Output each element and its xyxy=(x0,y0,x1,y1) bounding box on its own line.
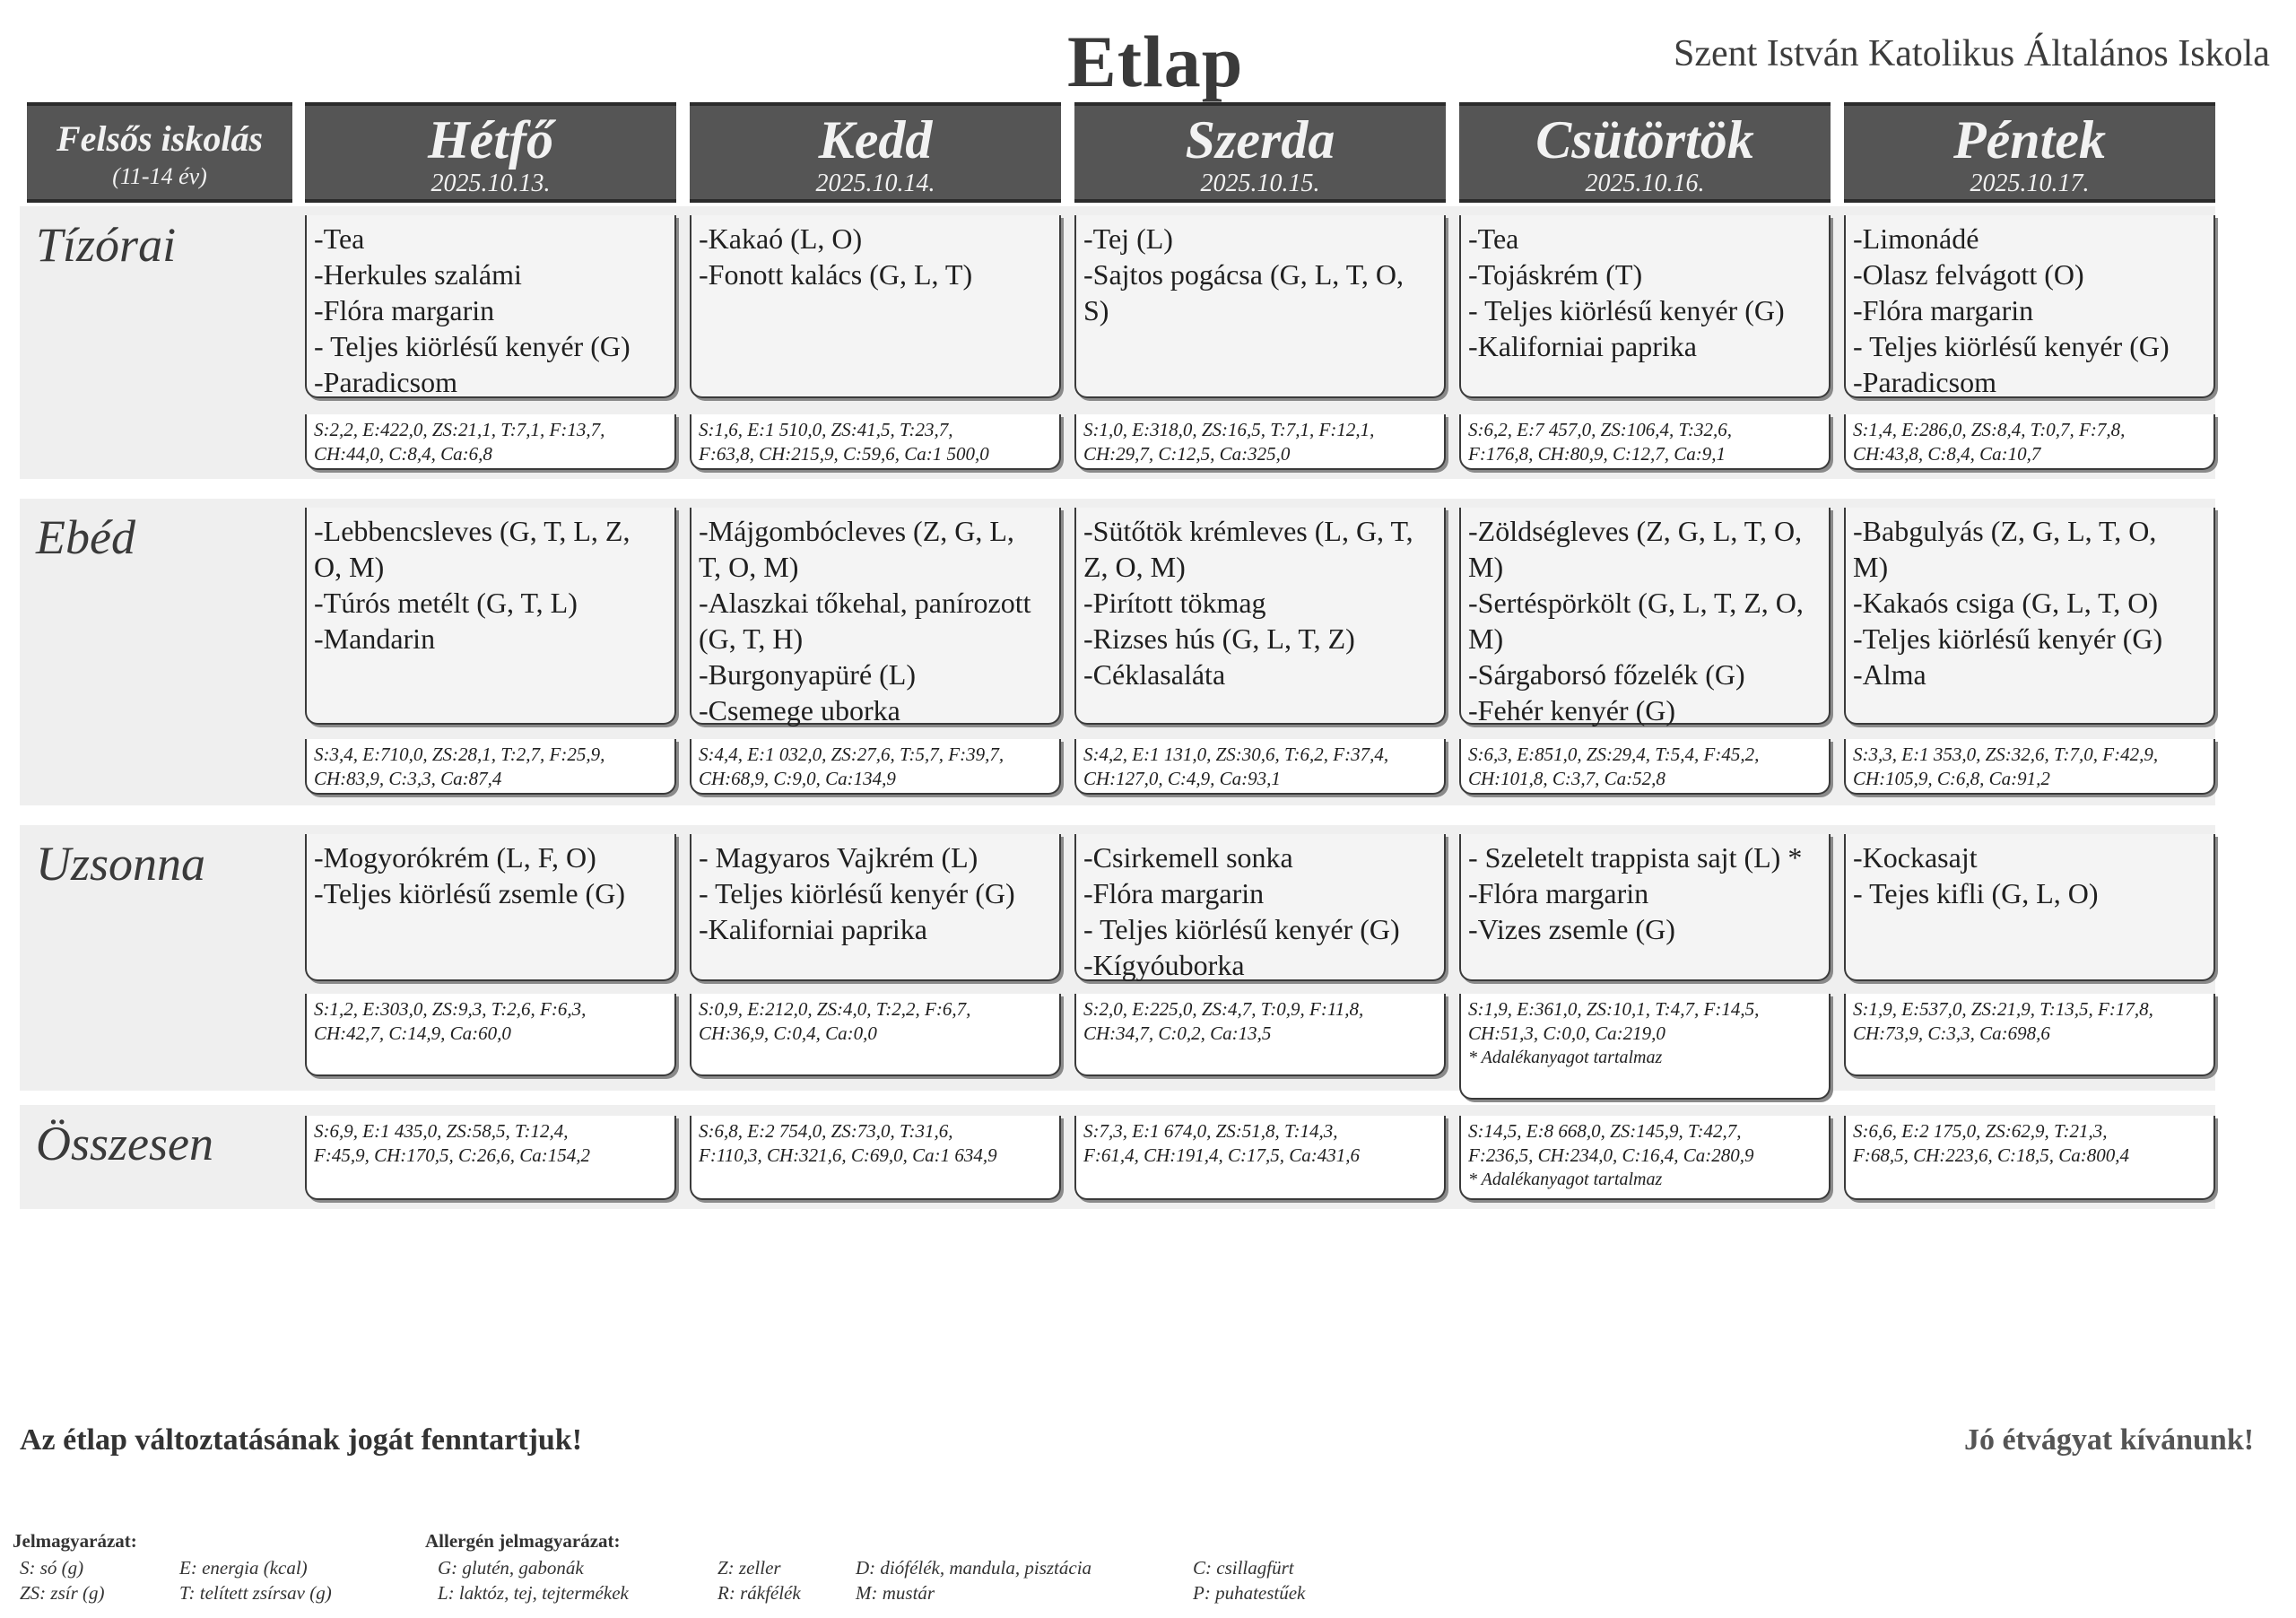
legend-item: C: csillagfürt xyxy=(1193,1557,1294,1579)
meal-cell xyxy=(1074,834,1446,981)
nutrition-line: S:0,9, E:212,0, ZS:4,0, T:2,2, F:6,7, xyxy=(699,998,971,1020)
school-name: Szent István Katolikus Általános Iskola xyxy=(1674,33,2270,74)
allergen-legend-col xyxy=(438,1555,629,1605)
nutrition-line: CH:51,3, C:0,0, Ca:219,0 xyxy=(1468,1022,1665,1044)
nutrition-line: S:2,0, E:225,0, ZS:4,7, T:0,9, F:11,8, xyxy=(1083,998,1364,1020)
meal-cell xyxy=(305,215,676,398)
legend-item: G: glutén, gabonák xyxy=(438,1557,584,1579)
menu-item: -Flóra margarin xyxy=(1083,877,1265,909)
nutrition-line: S:4,4, E:1 032,0, ZS:27,6, T:5,7, F:39,7, xyxy=(699,744,1004,765)
menu-item: -Csirkemell sonka xyxy=(1083,841,1293,874)
nutrition-cell xyxy=(305,414,676,470)
meal-cell xyxy=(1459,215,1831,398)
page-title: Etlap xyxy=(1067,21,1244,102)
nutrition-line: S:1,4, E:286,0, ZS:8,4, T:0,7, F:7,8, xyxy=(1853,419,2126,440)
allergen-legend-title: Allergén jelmagyarázat: xyxy=(425,1530,621,1552)
nutrition-cell xyxy=(305,994,676,1076)
day-header xyxy=(1459,102,1831,203)
nutrition-line: F:63,8, CH:215,9, C:59,6, Ca:1 500,0 xyxy=(699,443,989,465)
menu-item: -Kockasajt xyxy=(1853,841,1978,874)
nutrition-line: F:68,5, CH:223,6, C:18,5, Ca:800,4 xyxy=(1853,1144,2129,1166)
nutrition-line: CH:36,9, C:0,4, Ca:0,0 xyxy=(699,1022,877,1044)
additive-note: * Adalékanyagot tartalmaz xyxy=(1468,1048,1663,1067)
menu-item: -Tojáskrém (T) xyxy=(1468,258,1643,291)
disclaimer: Az étlap változtatásának jogát fenntartjuk! xyxy=(20,1423,583,1457)
nutrition-line: S:6,6, E:2 175,0, ZS:62,9, T:21,3, xyxy=(1853,1120,2108,1142)
meal-cell xyxy=(1459,508,1831,725)
menu-item: -Lebbencsleves (G, T, L, Z, xyxy=(314,515,631,547)
meal-cell xyxy=(1459,834,1831,981)
menu-item: -Kakaós csiga (G, L, T, O) xyxy=(1853,587,2159,619)
nutrition-line: S:14,5, E:8 668,0, ZS:145,9, T:42,7, xyxy=(1468,1120,1742,1142)
nutrition-legend-col xyxy=(20,1555,105,1605)
menu-item: -Kaliforniai paprika xyxy=(1468,330,1697,362)
meal-label: Uzsonna xyxy=(36,837,206,891)
nutrition-line: S:6,8, E:2 754,0, ZS:73,0, T:31,6, xyxy=(699,1120,953,1142)
meal-cell xyxy=(1074,215,1446,398)
nutrition-line: F:236,5, CH:234,0, C:16,4, Ca:280,9 xyxy=(1468,1144,1754,1166)
legend-item: P: puhatestűek xyxy=(1193,1582,1306,1604)
nutrition-cell xyxy=(1459,739,1831,795)
day-header xyxy=(1844,102,2215,203)
menu-item: -Flóra margarin xyxy=(1853,294,2034,326)
nutrition-line: CH:34,7, C:0,2, Ca:13,5 xyxy=(1083,1022,1272,1044)
menu-item: S) xyxy=(1083,294,1109,326)
menu-item: Z, O, M) xyxy=(1083,551,1186,583)
meal-cell xyxy=(1074,508,1446,725)
nutrition-line: F:110,3, CH:321,6, C:69,0, Ca:1 634,9 xyxy=(699,1144,997,1166)
meal-label: Ebéd xyxy=(36,510,135,564)
nutrition-line: S:7,3, E:1 674,0, ZS:51,8, T:14,3, xyxy=(1083,1120,1338,1142)
nutrition-line: S:4,2, E:1 131,0, ZS:30,6, T:6,2, F:37,4, xyxy=(1083,744,1389,765)
legend-item: T: telített zsírsav (g) xyxy=(179,1582,332,1604)
additive-note: * Adalékanyagot tartalmaz xyxy=(1468,1170,1663,1189)
menu-item: -Tea xyxy=(1468,222,1519,255)
menu-item: -Tej (L) xyxy=(1083,222,1173,255)
day-date: 2025.10.15. xyxy=(1200,170,1320,197)
nutrition-line: S:1,6, E:1 510,0, ZS:41,5, T:23,7, xyxy=(699,419,953,440)
nutrition-line: CH:44,0, C:8,4, Ca:6,8 xyxy=(314,443,492,465)
day-name: Szerda xyxy=(1185,110,1335,170)
nutrition-cell xyxy=(1074,739,1446,795)
legend-item: ZS: zsír (g) xyxy=(20,1582,105,1604)
menu-item: -Limonádé xyxy=(1853,222,1979,255)
legend-item: Z: zeller xyxy=(718,1557,781,1579)
day-name: Csütörtök xyxy=(1535,110,1754,170)
menu-item: - Teljes kiörlésű kenyér (G) xyxy=(1083,913,1400,945)
nutrition-line: S:6,3, E:851,0, ZS:29,4, T:5,4, F:45,2, xyxy=(1468,744,1760,765)
day-header xyxy=(1074,102,1446,203)
nutrition-line: CH:127,0, C:4,9, Ca:93,1 xyxy=(1083,768,1281,789)
nutrition-line: CH:42,7, C:14,9, Ca:60,0 xyxy=(314,1022,511,1044)
nutrition-cell xyxy=(1844,739,2215,795)
menu-item: -Kígyóuborka xyxy=(1083,949,1245,981)
menu-item: -Kaliforniai paprika xyxy=(699,913,927,945)
category-header-title: Felsős iskolás xyxy=(56,118,264,159)
menu-item: O, M) xyxy=(314,551,385,583)
nutrition-line: CH:43,8, C:8,4, Ca:10,7 xyxy=(1853,443,2041,465)
day-date: 2025.10.13. xyxy=(430,170,551,197)
nutrition-cell xyxy=(305,739,676,795)
allergen-legend-col xyxy=(1193,1555,1305,1605)
menu-item: -Tea xyxy=(314,222,365,255)
menu-item: -Túrós metélt (G, T, L) xyxy=(314,587,578,619)
nutrition-cell xyxy=(690,739,1061,795)
menu-item: - Teljes kiörlésű kenyér (G) xyxy=(1853,330,2170,362)
allergen-legend-col xyxy=(718,1555,801,1605)
meal-cell xyxy=(1844,834,2215,981)
meal-label: Tízórai xyxy=(36,218,177,272)
nutrition-line: S:3,3, E:1 353,0, ZS:32,6, T:7,0, F:42,9, xyxy=(1853,744,2159,765)
nutrition-line: CH:105,9, C:6,8, Ca:91,2 xyxy=(1853,768,2050,789)
menu-item: -Sütőtök krémleves (L, G, T, xyxy=(1083,515,1413,547)
menu-item: -Fonott kalács (G, L, T) xyxy=(699,258,973,291)
menu-item: -Burgonyapüré (L) xyxy=(699,658,916,691)
menu-item: -Kakaó (L, O) xyxy=(699,222,863,255)
nutrition-line: F:61,4, CH:191,4, C:17,5, Ca:431,6 xyxy=(1083,1144,1360,1166)
nutrition-line: CH:73,9, C:3,3, Ca:698,6 xyxy=(1853,1022,2050,1044)
nutrition-cell xyxy=(1844,994,2215,1076)
nutrition-line: CH:83,9, C:3,3, Ca:87,4 xyxy=(314,768,502,789)
menu-item: -Mandarin xyxy=(314,622,436,655)
menu-item: -Teljes kiörlésű zsemle (G) xyxy=(314,877,625,909)
day-name: Péntek xyxy=(1953,110,2106,170)
meal-cell xyxy=(690,215,1061,398)
day-name: Hétfő xyxy=(428,110,553,170)
nutrition-line: CH:68,9, C:9,0, Ca:134,9 xyxy=(699,768,896,789)
meal-label: Összesen xyxy=(36,1117,213,1170)
meal-cell xyxy=(690,508,1061,725)
menu-item: -Sajtos pogácsa (G, L, T, O, xyxy=(1083,258,1404,291)
day-date: 2025.10.17. xyxy=(1970,170,2090,197)
menu-item: - Szeletelt trappista sajt (L) * xyxy=(1468,841,1803,874)
nutrition-cell xyxy=(1459,994,1831,1100)
total-cell xyxy=(690,1116,1061,1200)
menu-item: -Fehér kenyér (G) xyxy=(1468,694,1675,726)
menu-item: -Alaszkai tőkehal, panírozott xyxy=(699,587,1031,619)
nutrition-legend-title: Jelmagyarázat: xyxy=(13,1530,137,1552)
menu-item: - Magyaros Vajkrém (L) xyxy=(699,841,978,874)
meal-cell xyxy=(305,508,676,725)
total-cell xyxy=(1844,1116,2215,1200)
legend-item: L: laktóz, tej, tejtermékek xyxy=(438,1582,629,1604)
total-cell xyxy=(305,1116,676,1200)
nutrition-line: F:45,9, CH:170,5, C:26,6, Ca:154,2 xyxy=(314,1144,590,1166)
day-date: 2025.10.14. xyxy=(815,170,935,197)
greeting: Jó étvágyat kívánunk! xyxy=(1964,1423,2255,1457)
nutrition-line: S:1,2, E:303,0, ZS:9,3, T:2,6, F:6,3, xyxy=(314,998,587,1020)
meal-cell xyxy=(1844,215,2215,398)
meal-cell xyxy=(690,834,1061,981)
menu-item: -Alma xyxy=(1853,658,1926,691)
menu-item: -Flóra margarin xyxy=(1468,877,1649,909)
nutrition-line: F:176,8, CH:80,9, C:12,7, Ca:9,1 xyxy=(1468,443,1726,465)
menu-item: -Vizes zsemle (G) xyxy=(1468,913,1675,945)
nutrition-line: S:3,4, E:710,0, ZS:28,1, T:2,7, F:25,9, xyxy=(314,744,605,765)
menu-item: -Sárgaborsó főzelék (G) xyxy=(1468,658,1745,691)
legend-item: D: diófélék, mandula, pisztácia xyxy=(856,1557,1092,1579)
menu-item: T, O, M) xyxy=(699,551,799,583)
legend-item: E: energia (kcal) xyxy=(179,1557,308,1579)
total-cell xyxy=(1459,1116,1831,1200)
menu-item: M) xyxy=(1853,551,1889,583)
menu-item: -Babgulyás (Z, G, L, T, O, xyxy=(1853,515,2157,547)
day-date: 2025.10.16. xyxy=(1585,170,1705,197)
menu-item: - Tejes kifli (G, L, O) xyxy=(1853,877,2099,909)
menu-item: -Paradicsom xyxy=(314,366,457,398)
total-cell xyxy=(1074,1116,1446,1200)
menu-item: -Rizses hús (G, L, T, Z) xyxy=(1083,622,1355,655)
allergen-legend-col xyxy=(856,1555,1091,1605)
day-header xyxy=(305,102,676,203)
menu-item: (G, T, H) xyxy=(699,622,804,655)
menu-item: -Mogyorókrém (L, F, O) xyxy=(314,841,596,874)
menu-item: -Céklasaláta xyxy=(1083,658,1226,691)
menu-item: -Zöldségleves (Z, G, L, T, O, xyxy=(1468,515,1803,547)
menu-item: -Flóra margarin xyxy=(314,294,495,326)
nutrition-line: S:1,9, E:537,0, ZS:21,9, T:13,5, F:17,8, xyxy=(1853,998,2153,1020)
day-name: Kedd xyxy=(818,110,933,170)
menu-item: - Teljes kiörlésű kenyér (G) xyxy=(314,330,631,362)
legend-item: R: rákfélék xyxy=(718,1582,801,1604)
nutrition-line: S:6,2, E:7 457,0, ZS:106,4, T:32,6, xyxy=(1468,419,1732,440)
menu-item: M) xyxy=(1468,551,1504,583)
nutrition-line: CH:101,8, C:3,7, Ca:52,8 xyxy=(1468,768,1665,789)
menu-item: -Paradicsom xyxy=(1853,366,1996,398)
meal-cell xyxy=(1844,508,2215,725)
menu-item: - Teljes kiörlésű kenyér (G) xyxy=(1468,294,1785,326)
legend-item: S: só (g) xyxy=(20,1557,84,1579)
nutrition-cell xyxy=(1074,994,1446,1076)
nutrition-line: S:1,0, E:318,0, ZS:16,5, T:7,1, F:12,1, xyxy=(1083,419,1375,440)
category-header xyxy=(27,102,292,203)
menu-item: M) xyxy=(1468,622,1504,655)
nutrition-line: S:1,9, E:361,0, ZS:10,1, T:4,7, F:14,5, xyxy=(1468,998,1760,1020)
menu-item: -Pirított tökmag xyxy=(1083,587,1266,619)
nutrition-cell xyxy=(690,994,1061,1076)
legend-item: M: mustár xyxy=(856,1582,935,1604)
nutrition-legend-col xyxy=(179,1555,332,1605)
menu-item: -Teljes kiörlésű kenyér (G) xyxy=(1853,622,2163,655)
menu-item: -Sertéspörkölt (G, L, T, Z, O, xyxy=(1468,587,1804,619)
nutrition-cell xyxy=(1459,414,1831,470)
menu-item: -Olasz felvágott (O) xyxy=(1853,258,2084,291)
meal-cell xyxy=(305,834,676,981)
menu-item: -Herkules szalámi xyxy=(314,258,522,291)
day-header xyxy=(690,102,1061,203)
nutrition-cell xyxy=(1074,414,1446,470)
menu-item: - Teljes kiörlésű kenyér (G) xyxy=(699,877,1015,909)
nutrition-line: CH:29,7, C:12,5, Ca:325,0 xyxy=(1083,443,1291,465)
category-header-age: (11-14 év) xyxy=(112,163,207,189)
nutrition-line: S:2,2, E:422,0, ZS:21,1, T:7,1, F:13,7, xyxy=(314,419,605,440)
menu-item: -Májgombócleves (Z, G, L, xyxy=(699,515,1014,547)
menu-item: -Csemege uborka xyxy=(699,694,900,726)
nutrition-line: S:6,9, E:1 435,0, ZS:58,5, T:12,4, xyxy=(314,1120,569,1142)
nutrition-cell xyxy=(1844,414,2215,470)
nutrition-cell xyxy=(690,414,1061,470)
